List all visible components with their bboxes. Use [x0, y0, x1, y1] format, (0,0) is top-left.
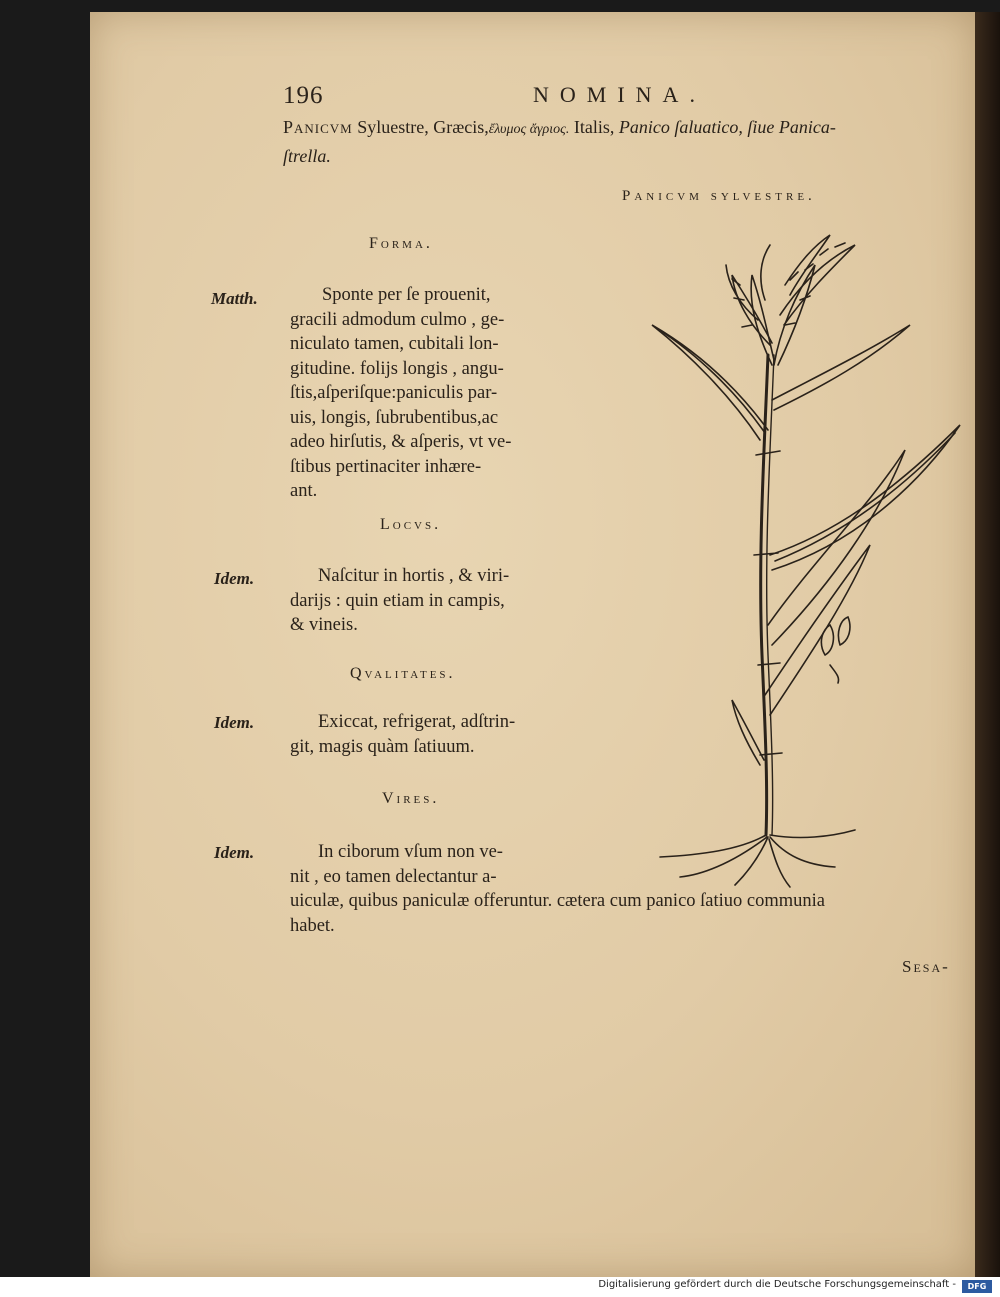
book-spine	[975, 12, 1000, 1277]
margin-note-qualitates: Idem.	[214, 713, 255, 732]
text-line: adeo hirſutis, & aſperis, vt ve-	[290, 432, 512, 452]
headline-text-1: Syluestre, Græcis,	[357, 117, 489, 137]
text-line: ant.	[290, 481, 318, 501]
page-number: 196	[283, 82, 324, 109]
section-body-vires	[290, 840, 558, 889]
text-line: & vineis.	[290, 615, 358, 635]
footer-credit: Digitalisierung gefördert durch die Deutsche Forschungsgemeinschaft -	[598, 1279, 956, 1290]
margin-note-locus: Idem.	[214, 569, 255, 588]
section-body-forma	[290, 283, 558, 504]
margin-note-vires: Idem.	[214, 843, 255, 862]
section-heading-vires: Vires.	[382, 790, 440, 807]
headline-term: Panicvm	[283, 117, 353, 137]
text-line: nit , eo tamen delectantur a-	[290, 866, 497, 887]
text-line: Naſcitur in hortis , & viri-	[318, 566, 510, 586]
text-line: Exiccat, refrigerat, adſtrin-	[318, 712, 516, 732]
section-body-locus	[290, 564, 558, 638]
section-heading-forma: Forma.	[369, 235, 433, 252]
digitization-footer	[0, 1277, 1000, 1297]
text-line: uis, longis, ſubrubentibus,ac	[290, 407, 499, 428]
text-line: darijs : quin etiam in campis,	[290, 590, 505, 611]
text-line: uiculæ, quibus paniculæ offeruntur. cætera cum panico ſatiuo communia	[290, 891, 826, 911]
text-line: Sponte per ſe prouenit,	[322, 285, 491, 305]
text-line: habet.	[290, 915, 335, 936]
margin-note-forma: Matth.	[211, 289, 258, 308]
text-line: git, magis quàm ſatiuum.	[290, 736, 475, 757]
text-line: niculato tamen, cubitali lon-	[290, 334, 499, 354]
text-line: ſtis,aſperiſque:paniculis par-	[290, 383, 498, 403]
section-heading-locus: Locvs.	[380, 516, 442, 533]
text-line: In ciborum vſum non ve-	[318, 842, 503, 862]
headline-text-2: Italis,	[573, 117, 615, 137]
text-line: gitudine. folijs longis , angu-	[290, 358, 504, 379]
dfg-logo: DFG	[962, 1280, 992, 1293]
headline-greek: ἔλυμος ἄγριος.	[488, 122, 570, 137]
catchword: Sesa-	[902, 957, 950, 976]
text-line: ſtibus pertinaciter inhære-	[290, 456, 482, 477]
section-body-qualitates	[290, 710, 558, 759]
headline-italian: Panico ſaluatico, ſiue Panica-	[618, 117, 836, 137]
plant-illustration	[640, 225, 970, 895]
section-heading-qualitates: Qvalitates.	[350, 665, 456, 682]
headline-line2: ſtrella.	[283, 146, 331, 166]
entry-headline	[283, 114, 963, 169]
section-body-vires-wide	[290, 889, 825, 938]
figure-caption: Panicvm sylvestre.	[622, 188, 816, 204]
text-line: gracili admodum culmo , ge-	[290, 309, 505, 330]
running-title: NOMINA.	[533, 82, 706, 107]
